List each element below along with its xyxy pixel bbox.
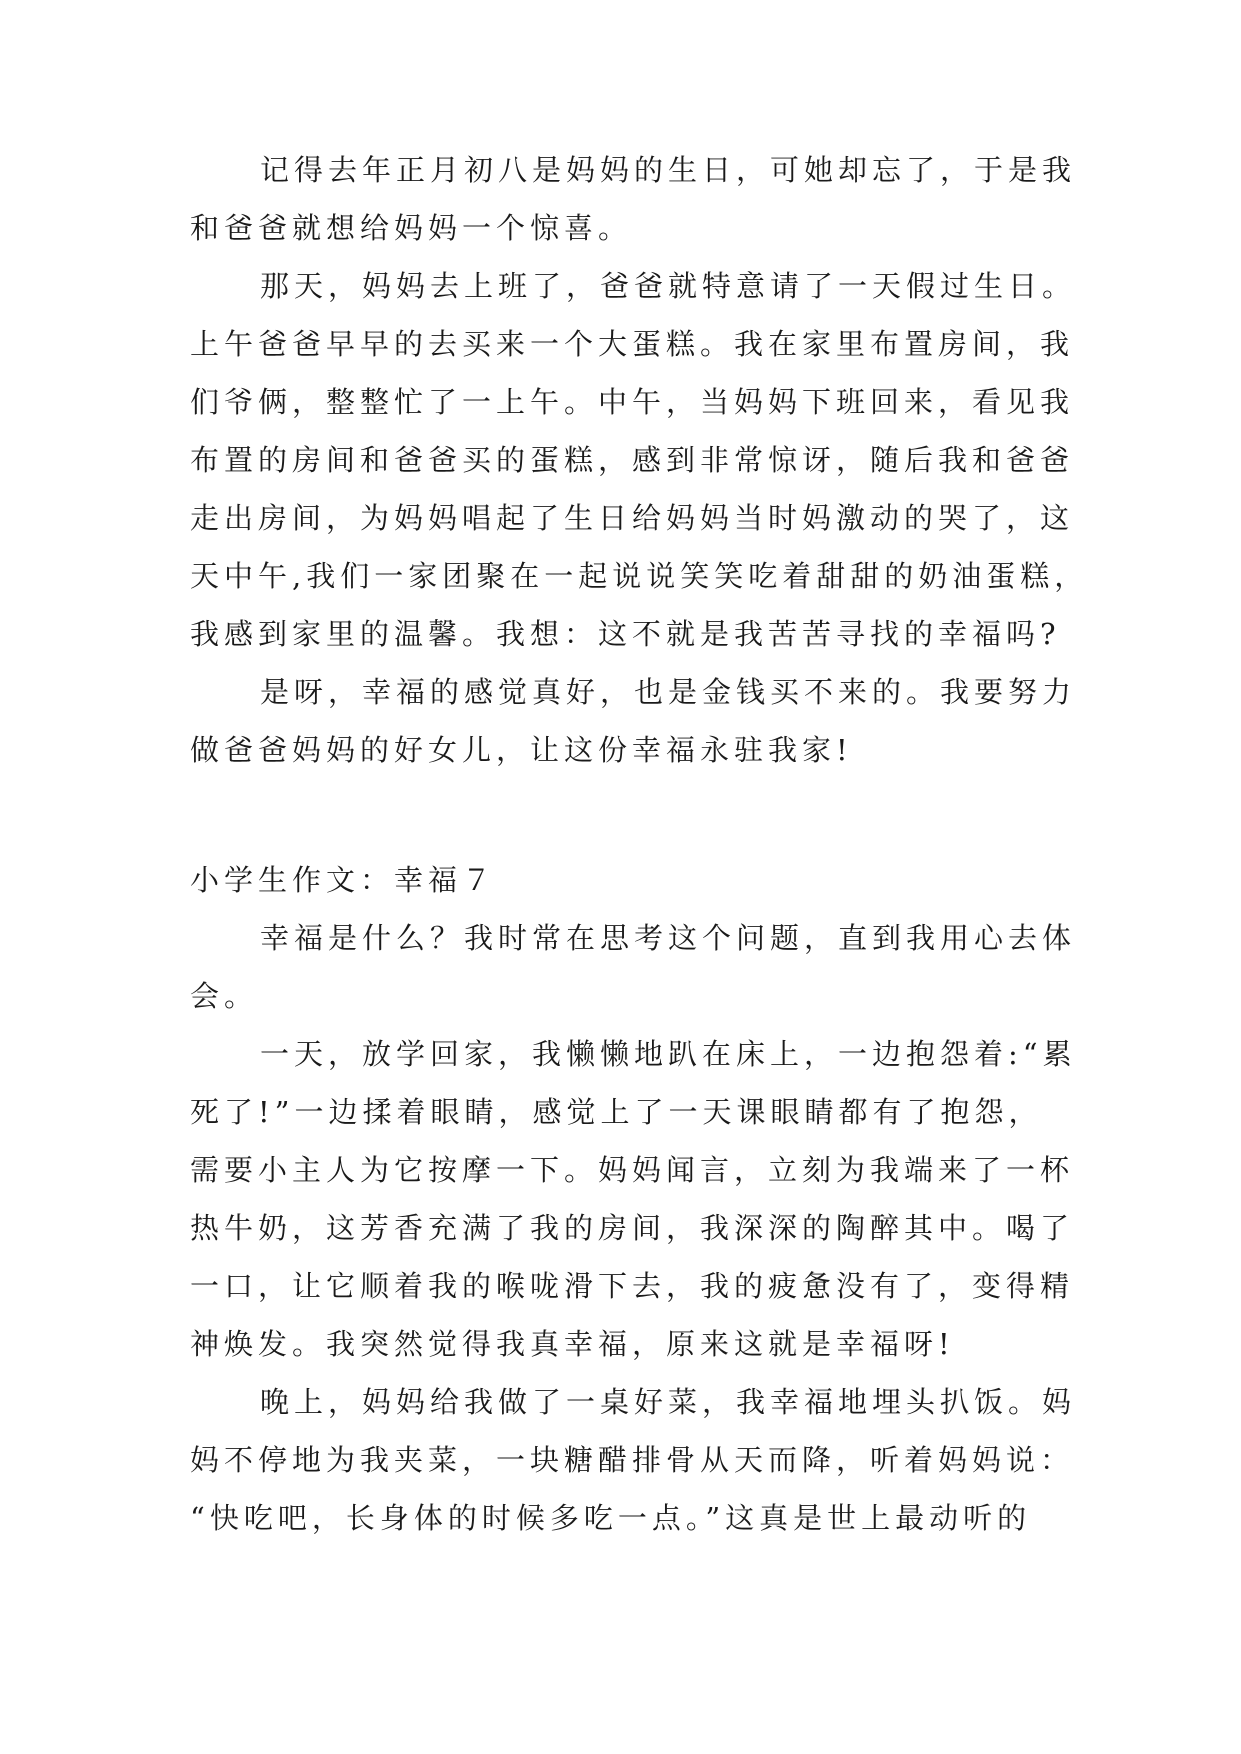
paragraph-line: 做爸爸妈妈的好女儿，让这份幸福永驻我家! [190, 733, 853, 767]
paragraph-line: “快吃吧，长身体的时候多吃一点。”这真是世上最动听的 [190, 1501, 1032, 1535]
paragraph-line: 天中午,我们一家团聚在一起说说笑笑吃着甜甜的奶油蛋糕， [190, 559, 1089, 593]
paragraph-line: 们爷俩，整整忙了一上午。中午，当妈妈下班回来，看见我 [190, 385, 1075, 419]
paragraph-line: 上午爸爸早早的去买来一个大蛋糕。我在家里布置房间，我 [190, 327, 1075, 361]
essay-heading-block [190, 851, 1090, 909]
paragraph-line: 和爸爸就想给妈妈一个惊喜。 [190, 211, 633, 245]
paragraph-line: 死了!”一边揉着眼睛，感觉上了一天课眼睛都有了抱怨， [190, 1095, 1043, 1129]
paragraph-line: 会。 [190, 979, 259, 1013]
paragraph-line: 走出房间，为妈妈唱起了生日给妈妈当时妈激动的哭了，这 [190, 501, 1075, 535]
paragraph-line: 一口，让它顺着我的喉咙滑下去，我的疲惫没有了，变得精 [190, 1269, 1075, 1303]
paragraph-line: 我感到家里的温馨。我想：这不就是我苦苦寻找的幸福吗? [190, 617, 1061, 651]
essay-section-1 [190, 141, 1090, 779]
paragraph-line: 热牛奶，这芳香充满了我的房间，我深深的陶醉其中。喝了 [190, 1211, 1075, 1245]
essay-section-2 [190, 909, 1090, 1547]
paragraph-line: 一天，放学回家，我懒懒地趴在床上，一边抱怨着:“累 [260, 1037, 1077, 1071]
paragraph-line: 晚上，妈妈给我做了一桌好菜，我幸福地埋头扒饭。妈 [260, 1385, 1077, 1419]
paragraph-line: 那天，妈妈去上班了，爸爸就特意请了一天假过生日。 [260, 269, 1077, 303]
paragraph-line: 需要小主人为它按摩一下。妈妈闻言，立刻为我端来了一杯 [190, 1153, 1075, 1187]
paragraph-line: 记得去年正月初八是妈妈的生日，可她却忘了，于是我 [260, 153, 1077, 187]
paragraph-line: 布置的房间和爸爸买的蛋糕，感到非常惊讶，随后我和爸爸 [190, 443, 1075, 477]
paragraph-line: 是呀，幸福的感觉真好，也是金钱买不来的。我要努力 [260, 675, 1077, 709]
paragraph-line: 神焕发。我突然觉得我真幸福，原来这就是幸福呀! [190, 1327, 955, 1361]
essay-heading: 小学生作文：幸福７ [190, 863, 497, 897]
paragraph-line: 幸福是什么？我时常在思考这个问题，直到我用心去体 [260, 921, 1077, 955]
paragraph-line: 妈不停地为我夹菜，一块糖醋排骨从天而降，听着妈妈说： [190, 1443, 1075, 1477]
